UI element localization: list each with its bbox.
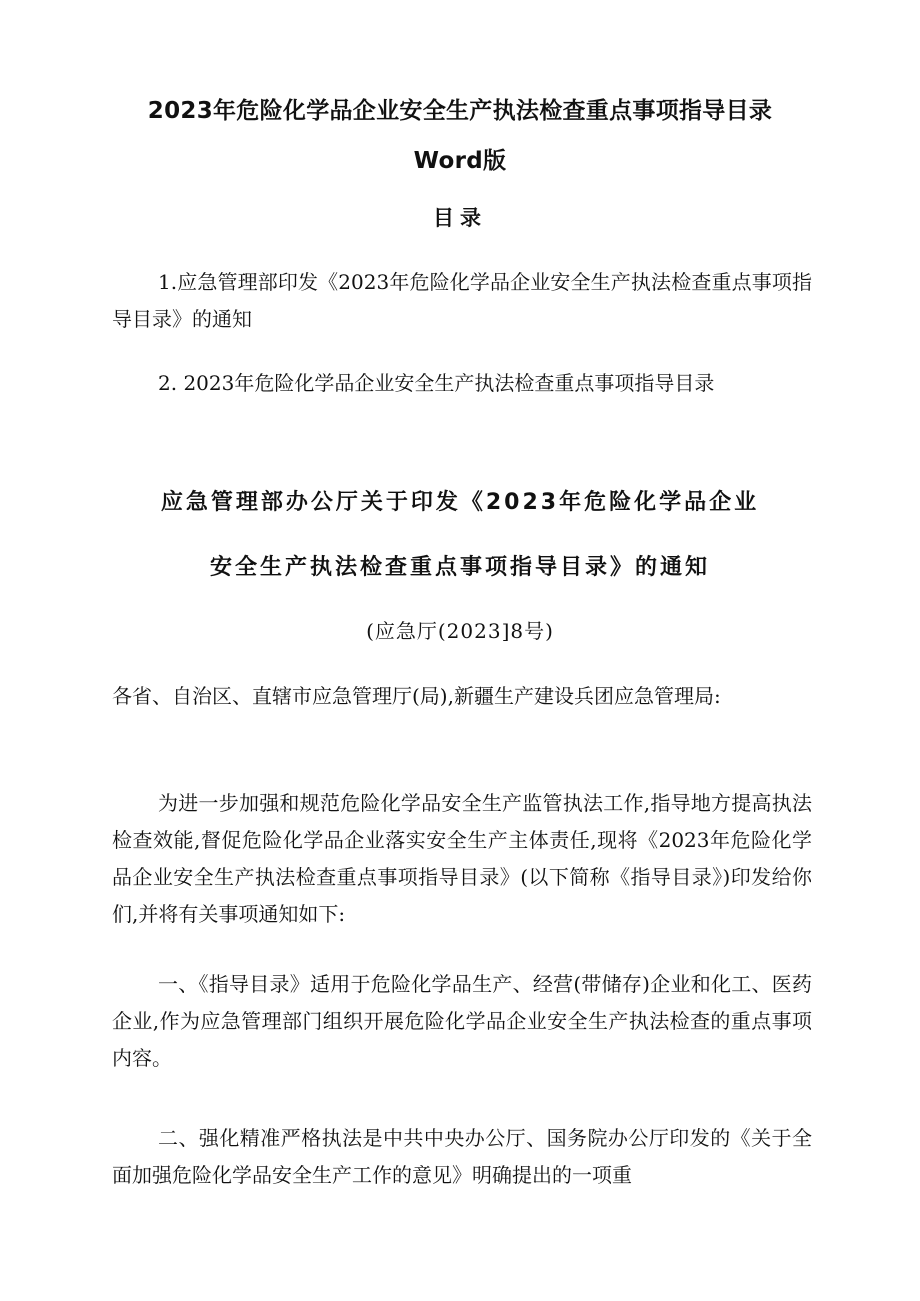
notice-title-line-2: 安全生产执法检查重点事项指导目录》的通知	[209, 555, 710, 580]
document-title-line-2: Word版	[413, 148, 507, 174]
document-title-line-1: 2023年危险化学品企业安全生产执法检查重点事项指导目录	[147, 98, 773, 124]
toc-item-2: 2. 2023年危险化学品企业安全生产执法检查重点事项指导目录	[158, 371, 715, 395]
toc-item-1: 1.应急管理部印发《2023年危险化学品企业安全生产执法检查重点事项指导目录》的通知	[112, 270, 812, 331]
body-paragraph-1: 为进一步加强和规范危险化学品安全生产监管执法工作,指导地方提高执法检查效能,督促危险化学品企业落实安全生产主体责任,现将《2023年危险化学品企业安全生产执法检查重点事项指导目录》(以下简称《指导目录》)印发给你们,并将有关事项通知如下:	[112, 791, 812, 926]
document-title	[105, 86, 815, 186]
body-paragraph-2: 一、《指导目录》适用于危险化学品生产、经营(带储存)企业和化工、医药企业,作为应急管理部门组织开展危险化学品企业安全生产执法检查的重点事项内容。	[112, 972, 812, 1070]
body-paragraph-3: 二、强化精准严格执法是中共中央办公厅、国务院办公厅印发的《关于全面加强危险化学品安全生产工作的意见》明确提出的一项重	[112, 1126, 812, 1187]
toc-heading: 目录	[433, 206, 487, 230]
document-number: (应急厅(2023]8号)	[366, 619, 554, 643]
notice-title-line-1: 应急管理部办公厅关于印发《2023年危险化学品企业	[160, 490, 760, 515]
addressee: 各省、自治区、直辖市应急管理厅(局),新疆生产建设兵团应急管理局:	[112, 684, 721, 708]
